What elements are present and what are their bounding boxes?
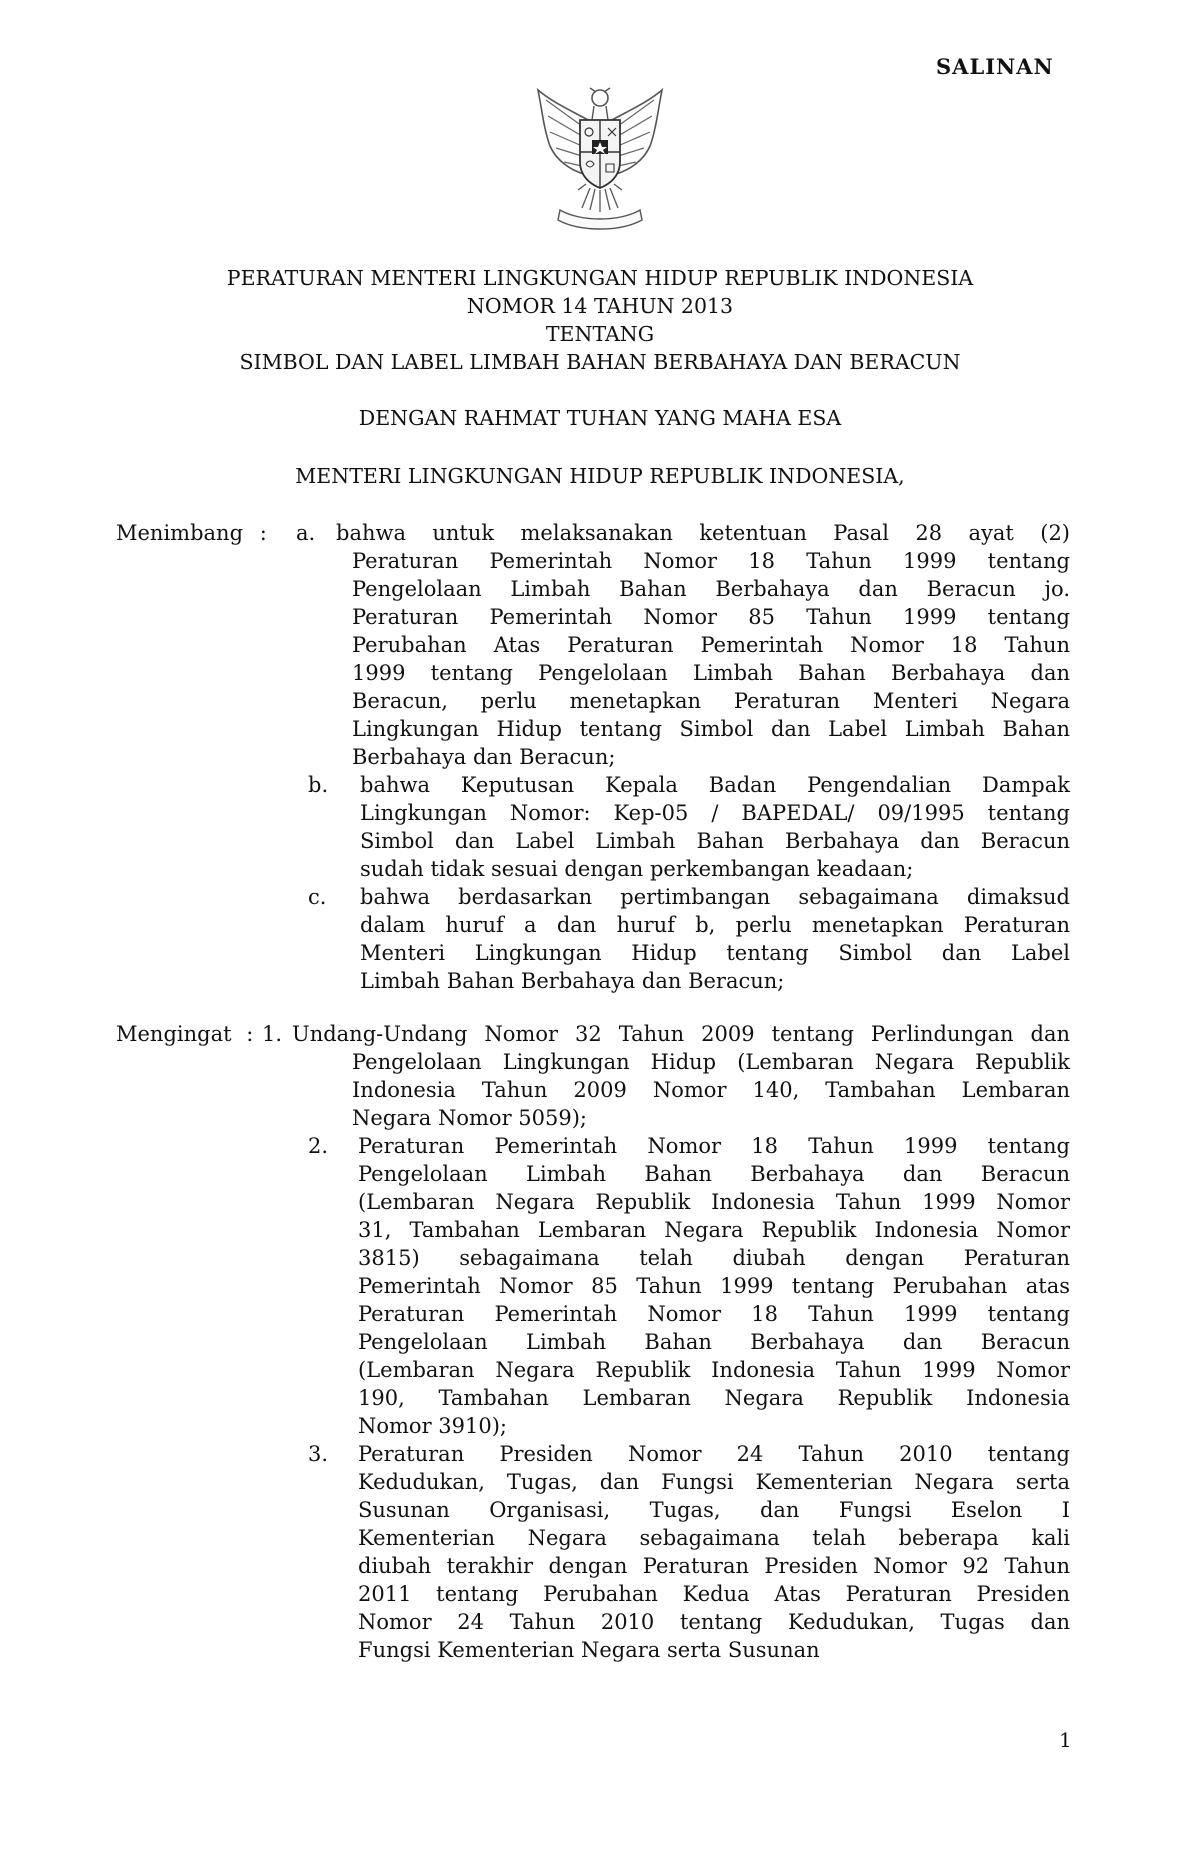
text-line: Undang-Undang Nomor 32 Tahun 2009 tentang Perlindungan dan <box>292 1022 1070 1046</box>
text-line: Menteri Lingkungan Hidup tentang Simbol dan Label <box>360 941 1070 965</box>
text-line: 2011 tentang Perubahan Kedua Atas Peraturan Presiden <box>358 1582 1070 1606</box>
text-line: Kedudukan, Tugas, dan Fungsi Kementerian Negara serta <box>358 1470 1070 1494</box>
text-line: Lingkungan Hidup tentang Simbol dan Label Limbah Bahan <box>352 717 1070 741</box>
text-line: sudah tidak sesuai dengan perkembangan keadaan; <box>360 857 914 881</box>
regulation-title <box>0 264 1200 376</box>
invocation: DENGAN RAHMAT TUHAN YANG MAHA ESA <box>358 406 842 430</box>
text-line: Kementerian Negara sebagaimana telah beberapa kali <box>358 1526 1070 1550</box>
mengingat-item-1-rest <box>352 1048 1070 1132</box>
mengingat-separator: : <box>246 1022 254 1046</box>
text-line: Limbah Bahan Berbahaya dan Beracun; <box>360 969 785 993</box>
salinan-stamp: SALINAN <box>936 54 1054 79</box>
text-line: Fungsi Kementerian Negara serta Susunan <box>358 1638 820 1662</box>
text-line: 3815) sebagaimana telah diubah dengan Peraturan <box>358 1246 1070 1270</box>
mengingat-label <box>116 1020 253 1048</box>
text-line: dalam huruf a dan huruf b, perlu menetapkan Peraturan <box>360 913 1070 937</box>
mengingat-item-3 <box>358 1440 1070 1664</box>
text-line: 31, Tambahan Lembaran Negara Republik Indonesia Nomor <box>358 1218 1070 1242</box>
text-line: Pengelolaan Lingkungan Hidup (Lembaran Negara Republik <box>352 1050 1070 1074</box>
text-line: Pengelolaan Limbah Bahan Berbahaya dan Beracun <box>358 1162 1070 1186</box>
page-number: 1 <box>1059 1728 1072 1752</box>
text-line: Pengelolaan Limbah Bahan Berbahaya dan Beracun jo. <box>352 577 1070 601</box>
menimbang-label-text: Menimbang <box>116 521 244 545</box>
text-line: Pengelolaan Limbah Bahan Berbahaya dan Beracun <box>358 1330 1070 1354</box>
text-line: Lingkungan Nomor: Kep-05 / BAPEDAL/ 09/1995 tentang <box>360 801 1070 825</box>
menimbang-item-a-marker: a. <box>296 521 316 545</box>
title-line-3: TENTANG <box>545 322 655 346</box>
text-line: bahwa berdasarkan pertimbangan sebagaimana dimaksud <box>360 885 1070 909</box>
mengingat-label-text: Mengingat <box>116 1022 232 1046</box>
text-line: Nomor 24 Tahun 2010 tentang Kedudukan, Tugas dan <box>358 1610 1070 1634</box>
text-line: Peraturan Pemerintah Nomor 85 Tahun 1999 tentang <box>352 605 1070 629</box>
text-line: Nomor 3910); <box>358 1414 507 1438</box>
title-line-2: NOMOR 14 TAHUN 2013 <box>466 294 734 318</box>
mengingat-item-2 <box>358 1132 1070 1440</box>
text-line: Peraturan Pemerintah Nomor 18 Tahun 1999 tentang <box>358 1134 1070 1158</box>
text-line: Susunan Organisasi, Tugas, dan Fungsi Eselon I <box>358 1498 1070 1522</box>
garuda-pancasila-emblem-icon <box>530 80 670 230</box>
menimbang-item-b-marker: b. <box>308 773 329 797</box>
mengingat-item-1-marker: 1. <box>262 1022 283 1046</box>
text-line: Berbahaya dan Beracun; <box>352 745 616 769</box>
text-line: Peraturan Pemerintah Nomor 18 Tahun 1999 tentang <box>358 1302 1070 1326</box>
text-line: Simbol dan Label Limbah Bahan Berbahaya dan Beracun <box>360 829 1070 853</box>
title-line-4: SIMBOL DAN LABEL LIMBAH BAHAN BERBAHAYA DAN BERACUN <box>239 350 961 374</box>
text-line: (Lembaran Negara Republik Indonesia Tahun 1999 Nomor <box>358 1358 1070 1382</box>
text-line: Pemerintah Nomor 85 Tahun 1999 tentang Perubahan atas <box>358 1274 1070 1298</box>
text-line: bahwa untuk melaksanakan ketentuan Pasal 28 ayat (2) <box>336 521 1070 545</box>
mengingat-item-1-first <box>292 1020 1070 1048</box>
authority: MENTERI LINGKUNGAN HIDUP REPUBLIK INDONESIA, <box>295 464 905 488</box>
text-line: Peraturan Pemerintah Nomor 18 Tahun 1999 tentang <box>352 549 1070 573</box>
mengingat-item-2-marker: 2. <box>308 1134 329 1158</box>
text-line: 190, Tambahan Lembaran Negara Republik Indonesia <box>358 1386 1070 1410</box>
text-line: Peraturan Presiden Nomor 24 Tahun 2010 tentang <box>358 1442 1070 1466</box>
title-line-1: PERATURAN MENTERI LINGKUNGAN HIDUP REPUBLIK INDONESIA <box>226 266 974 290</box>
text-line: 1999 tentang Pengelolaan Limbah Bahan Berbahaya dan <box>352 661 1070 685</box>
text-line: Perubahan Atas Peraturan Pemerintah Nomor 18 Tahun <box>352 633 1070 657</box>
menimbang-item-c-marker: c. <box>308 885 327 909</box>
text-line: diubah terakhir dengan Peraturan Presiden Nomor 92 Tahun <box>358 1554 1070 1578</box>
menimbang-label <box>116 519 267 547</box>
text-line: Beracun, perlu menetapkan Peraturan Menteri Negara <box>352 689 1070 713</box>
menimbang-item-a-rest <box>352 547 1070 771</box>
text-line: (Lembaran Negara Republik Indonesia Tahun 1999 Nomor <box>358 1190 1070 1214</box>
text-line: Negara Nomor 5059); <box>352 1106 587 1130</box>
menimbang-item-b <box>360 771 1070 883</box>
text-line: bahwa Keputusan Kepala Badan Pengendalian Dampak <box>360 773 1070 797</box>
menimbang-separator: : <box>259 521 267 545</box>
text-line: Indonesia Tahun 2009 Nomor 140, Tambahan Lembaran <box>352 1078 1070 1102</box>
menimbang-item-c <box>360 883 1070 995</box>
mengingat-item-3-marker: 3. <box>308 1442 329 1466</box>
menimbang-item-a-first <box>336 519 1070 547</box>
